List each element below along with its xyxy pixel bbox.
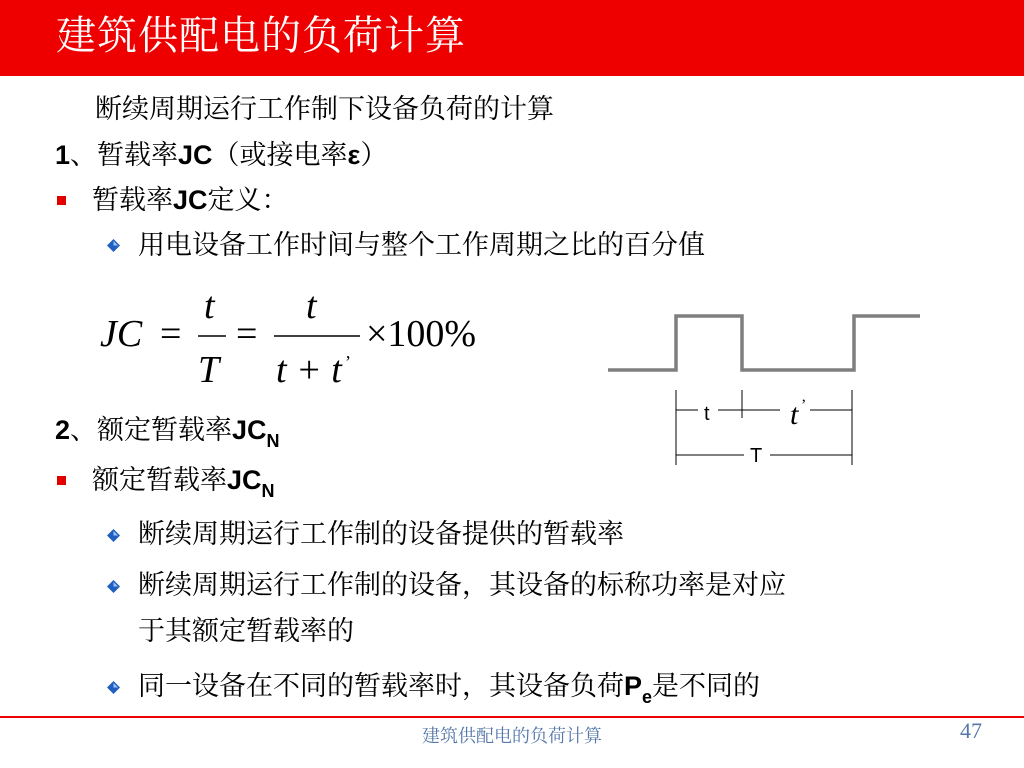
section-2-number: 2 <box>55 415 71 445</box>
rated-item-3 <box>138 668 760 707</box>
jc-formula <box>100 290 500 390</box>
rated-item-2-line-1: 断续周期运行工作制的设备，其设备的标称功率是对应 <box>138 570 786 601</box>
rated-bold: JC <box>227 465 262 495</box>
definition-post: 定义： <box>207 185 289 216</box>
section-2-bold: JC <box>232 415 267 445</box>
label-T: T <box>750 445 763 467</box>
section-1-number: 1 <box>55 140 71 170</box>
label-t-prime: t <box>790 398 799 431</box>
footer-divider <box>0 716 1024 718</box>
definition-bold: JC <box>173 185 208 215</box>
formula-den-2: t + t <box>276 349 342 390</box>
formula-num-1: t <box>204 290 215 327</box>
duty-cycle-waveform <box>600 300 930 475</box>
section-2-heading <box>55 412 280 451</box>
diamond-bullet-icon <box>107 580 120 593</box>
label-prime-mark: ’ <box>801 397 807 414</box>
rated-subscript: N <box>261 481 275 501</box>
rated-heading <box>92 462 275 501</box>
diamond-bullet-icon <box>107 681 120 694</box>
subtitle: 断续周期运行工作制下设备负荷的计算 <box>95 94 554 125</box>
section-1-heading <box>55 137 387 174</box>
footer-title: 建筑供配电的负荷计算 <box>422 726 602 747</box>
section-2-subscript: N <box>266 431 280 451</box>
formula-num-2: t <box>306 290 317 327</box>
formula-prime: ’ <box>345 352 351 372</box>
diamond-bullet-icon <box>107 529 120 542</box>
pulse-waveform-line <box>608 316 920 370</box>
rated-pre: 额定暂载率 <box>92 465 227 496</box>
slide-title: 建筑供配电的负荷计算 <box>56 13 466 59</box>
formula-den-1: T <box>198 349 220 390</box>
diamond-bullet-icon <box>107 239 120 252</box>
title-bar <box>0 0 1024 76</box>
section-1-epsilon: ε <box>347 140 361 170</box>
section-1-text: 、暂载率 <box>70 140 179 171</box>
section-1-rest: （或接电率 <box>212 140 348 171</box>
formula-times-100: ×100% <box>366 313 477 355</box>
rated-item-2-line-2: 于其额定暂载率的 <box>138 616 354 647</box>
square-bullet-icon <box>57 196 66 205</box>
rated-item-3-post: 是不同的 <box>652 671 761 702</box>
formula-eq-1: = <box>160 313 182 355</box>
rated-item-3-pre: 同一设备在不同的暂载率时，其设备负荷 <box>138 671 624 702</box>
label-t: t <box>704 403 710 425</box>
rated-item-1: 断续周期运行工作制的设备提供的暂载率 <box>138 519 624 550</box>
section-1-bold: JC <box>178 140 213 170</box>
rated-item-3-bold: P <box>624 671 643 701</box>
formula-lhs: JC <box>100 313 143 355</box>
section-1-close: ） <box>360 140 388 171</box>
rated-item-3-subscript: e <box>642 687 653 707</box>
definition-text: 用电设备工作时间与整个工作周期之比的百分值 <box>138 230 705 261</box>
formula-eq-2: = <box>236 313 258 355</box>
section-2-text: 、额定暂载率 <box>70 415 233 446</box>
page-number: 47 <box>960 718 982 743</box>
definition-heading <box>92 182 289 219</box>
square-bullet-icon <box>57 476 66 485</box>
definition-pre: 暂载率 <box>92 185 173 216</box>
